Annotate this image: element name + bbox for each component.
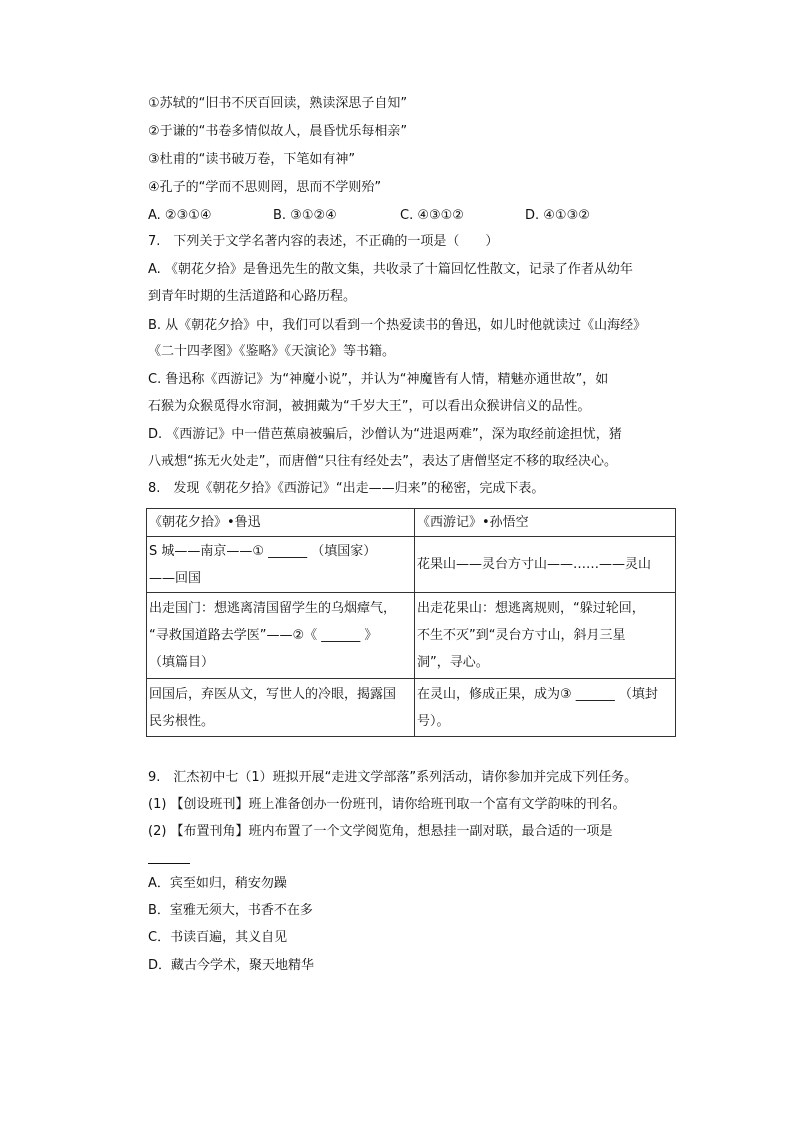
comparison-table: [146, 508, 676, 737]
q9-option-d: D．藏古今学术，聚天地精华: [148, 958, 315, 973]
q7-line: C. 鲁迅称《西游记》为“神魔小说”，并认为“神魔皆有人情，精魅亦通世故”，如: [148, 372, 609, 387]
cell-line: S 城——南京——① ______ （填国家）: [149, 543, 377, 559]
q7-stem: 7. 下列关于文学名著内容的表述，不正确的一项是（ ）: [148, 234, 499, 249]
cell-line: 号）。: [417, 713, 450, 729]
q7-line: A. 《朝花夕拾》是鲁迅先生的散文集，共收录了十篇回忆性散文，记录了作者从幼年: [148, 262, 633, 277]
q7-line: B. 从《朝花夕拾》中，我们可以看到一个热爱读书的鲁迅，如儿时他就读过《山海经》: [148, 318, 647, 333]
cell-line: 出走花果山：想逃离规则，“躲过轮回，: [417, 601, 645, 616]
cell-line: ——回国: [149, 570, 202, 586]
answer-blank: [148, 863, 190, 864]
cell-line: 回国后，弃医从文，写世人的冷眼，揭露国: [149, 686, 397, 702]
q6-option-b: B. ③①②④: [273, 208, 337, 223]
cell-line: 在灵山，修成正果，成为③ ______ （填封: [417, 686, 658, 702]
cell-line: 洞”，寻心。: [417, 655, 489, 670]
q9-task-2: (2) 【布置刊角】班内布置了一个文学阅览角，想悬挂一副对联，最合适的一项是: [148, 824, 613, 839]
table-row: [147, 679, 676, 737]
table-row: [147, 509, 676, 537]
cell-line: 出走国门：想逃离清国留学生的乌烟瘴气，: [149, 601, 397, 616]
q6-options: [148, 206, 648, 226]
table-cell: [147, 679, 415, 737]
q7-line: 石猴为众猴觅得水帘洞，被拥戴为“千岁大王”，可以看出众猴讲信义的品性。: [148, 399, 591, 414]
table-header-right: 《西游记》•孙悟空: [415, 509, 676, 537]
table-cell: [147, 537, 415, 593]
q9-stem: 9. 汇杰初中七（1）班拟开展“走进文学部落”系列活动，请你参加并完成下列任务。: [148, 770, 638, 785]
table-cell: [147, 593, 415, 679]
table-row: [147, 593, 676, 679]
table-cell: [415, 593, 676, 679]
table-header-left: 《朝花夕拾》•鲁迅: [147, 509, 415, 537]
table-cell: [415, 679, 676, 737]
cell-line: 不生不灭”到“灵台方寸山，斜月三星: [417, 628, 626, 643]
q6-option-c: C. ④③①②: [400, 208, 464, 223]
poem-item-2: ②于谦的“书卷多情似故人，晨昏忧乐每相亲”: [148, 124, 408, 139]
q9-option-a: A．宾至如归，稍安勿躁: [148, 876, 287, 891]
cell-line: “寻救国道路去学医”——②《 ______ 》: [149, 628, 378, 643]
q8-stem: 8. 发现《朝花夕拾》《西游记》“出走——归来”的秘密，完成下表。: [148, 481, 545, 496]
poem-item-1: ①苏轼的“旧书不厌百回读，熟读深思子自知”: [148, 96, 408, 111]
table-row: [147, 537, 676, 593]
poem-item-3: ③杜甫的“读书破万卷，下笔如有神”: [148, 152, 356, 167]
cell-line: （填篇目）: [149, 655, 215, 670]
q6-option-a: A. ②③①④: [148, 208, 212, 223]
cell-line: 民劣根性。: [149, 713, 215, 729]
q7-line: 《二十四孝图》《鉴略》《天演论》等书籍。: [148, 344, 396, 359]
q9-option-b: B．室雅无须大，书香不在多: [148, 903, 313, 918]
q7-line: 到青年时期的生活道路和心路历程。: [148, 289, 357, 304]
q9-task-1: (1) 【创设班刊】班上准备创办一份班刊，请你给班刊取一个富有文学韵味的刊名。: [148, 797, 626, 812]
q7-line: 八戒想“拣无火处走”，而唐僧“只往有经处去”，表达了唐僧坚定不移的取经决心。: [148, 454, 617, 469]
table-cell: 花果山——灵台方寸山——……——灵山: [415, 537, 676, 593]
q7-line: D. 《西游记》中一借芭蕉扇被骗后，沙僧认为“进退两难”，深为取经前途担忧，猪: [148, 427, 622, 442]
q6-option-d: D. ④①③②: [525, 208, 590, 223]
q9-option-c: C．书读百遍，其义自见: [148, 930, 288, 945]
poem-item-4: ④孔子的“学而不思则罔，思而不学则殆”: [148, 180, 382, 195]
